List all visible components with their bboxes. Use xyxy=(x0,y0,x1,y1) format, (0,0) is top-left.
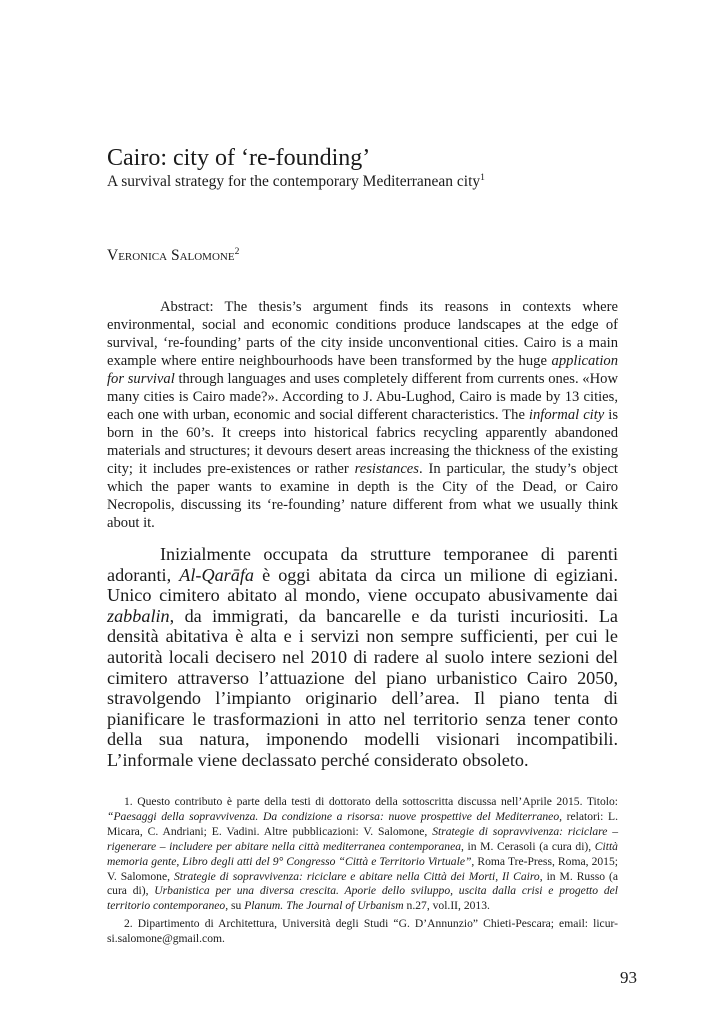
author-text: Veronica Salomone xyxy=(107,247,235,264)
footnote-text: n.27, vol.II, 2013. xyxy=(403,899,490,913)
footnote-text: , su xyxy=(225,899,245,913)
body-emphasis: zabbalin xyxy=(107,605,170,626)
abstract-text: through languages and uses completely different from currents ones. «How many cities is Cairo made?». According to J. Abu-Lughod, Cairo is made by 13 cities, each one with urban, economic and social different characteristics. The xyxy=(107,371,618,423)
footnote-ref-2: 2 xyxy=(234,245,240,257)
abstract-emphasis: informal city xyxy=(528,407,605,423)
abstract-text: Abstract: The thesis’s argument finds its reasons in contexts where environmental, social and economic conditions produce landscapes at the edge of survival, ‘re-founding’ parts of the city inside unconventional cities. Cairo is a main example where entire neighbourhoods have been transformed by the huge xyxy=(107,299,618,369)
body-paragraph xyxy=(107,544,618,771)
footnote-emphasis: Planum. The Journal of Urbanism xyxy=(244,899,404,913)
abstract-emphasis: application for survival xyxy=(107,353,618,387)
author-name xyxy=(107,247,507,265)
footnote-text: relatori: L. Micara, C. Andriani; E. Vadini. Altre pubblicazioni: V. Salomone, xyxy=(107,809,618,838)
subtitle xyxy=(107,173,627,191)
footnote-text: , Roma Tre-Press, Roma, 2015; V. Salomone, xyxy=(107,854,618,883)
footnote-2: 2. Dipartimento di Architettura, Università degli Studi “G. D’Annunzio” Chieti-Pescara; email: licur-si.salomone@gmail.com. xyxy=(107,917,618,946)
body-text: è oggi abitata da circa un milione di egiziani. Unico cimitero abitato al mondo, viene occupato abusivamente dai xyxy=(107,564,619,606)
body-emphasis: Al-Qarāfa xyxy=(179,564,254,585)
abstract-text: . In particular, the study’s object which the paper wants to examine in depth is the City of the Dead, or Cairo Necropolis, discussing its ‘re-founding’ nature different from what we usually think about it. xyxy=(107,461,618,531)
footnote-emphasis: “Paesaggi della sopravvivenza. Da condizione a risorsa: nuove prospettive del Mediterraneo, xyxy=(107,809,563,823)
footnote-1 xyxy=(107,795,618,914)
footnote-emphasis: Città memoria gente, Libro degli atti del 9° Congresso “Città e Territorio Virtuale” xyxy=(107,839,618,868)
body-text: Inizialmente occupata da strutture temporanee di parenti adoranti, xyxy=(107,544,618,585)
abstract-emphasis: resistances xyxy=(354,461,419,477)
footnote-text: 1. Questo contributo è parte della testi di dottorato della sottoscritta discussa nell’Aprile 2015. Titolo: xyxy=(124,795,618,808)
abstract-paragraph xyxy=(107,298,618,532)
footnote-ref-1: 1 xyxy=(480,171,485,183)
footnote-text: , in M. Russo (a cura di), xyxy=(107,869,618,898)
footnote-emphasis: Strategie di sopravvivenza: riciclare – rigenerare – includere per abitare nella città mediterranea contemporanea xyxy=(107,824,619,853)
abstract-text: is born in the 60’s. It creeps into historical fabrics recycling apparently abandoned materials and structures; it devours desert areas increasing the thickness of the existing city; it includes pre-existences or rather xyxy=(107,407,618,477)
footnote-emphasis: Strategie di sopravvivenza: riciclare e abitare nella Città dei Morti, Il Cairo xyxy=(173,869,540,883)
body-text: , da immigrati, da bancarelle e da turisti incuriositi. La densità abitativa è alta e i servizi non sempre sufficienti, per cui le autorità locali decisero nel 2010 di radere al suolo intere sezioni del cimitero attraverso l’attuazione del piano urbanistico Cairo 2050, stravolgendo l’impianto originario dell’area. Il piano tenta di pianificare le trasformazioni in atto nel territorio senza tener conto della sua natura, imponendo modelli visionari incompatibili. L’informale viene declassato perché considerato obsoleto. xyxy=(107,605,618,770)
footnote-emphasis: Urbanistica per una diversa crescita. Aporie dello sviluppo, uscita dalla crisi e progetto del territorio contemporaneo xyxy=(107,884,619,913)
page-title: Cairo: city of ‘re-founding’ xyxy=(107,145,371,171)
subtitle-text: A survival strategy for the contemporary Mediterranean city xyxy=(107,173,481,190)
footnote-text: , in M. Cerasoli (a cura di), xyxy=(461,839,595,853)
page-number: 93 xyxy=(620,968,637,987)
footnotes xyxy=(107,795,618,950)
